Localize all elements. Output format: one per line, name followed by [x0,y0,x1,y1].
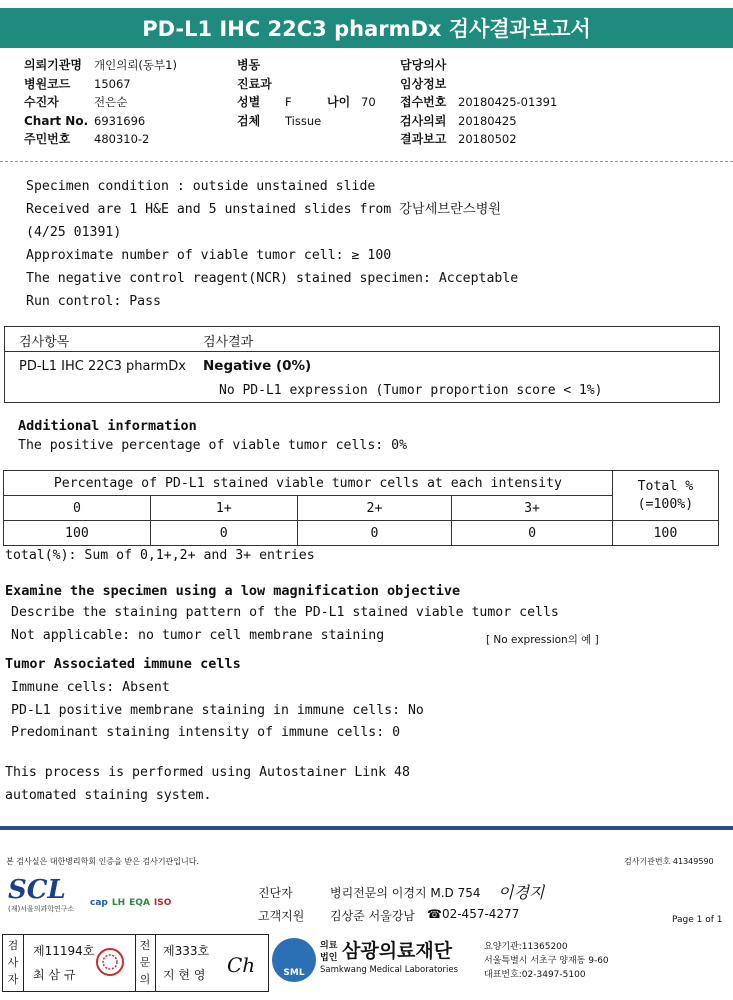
header-label: 담당의사 [400,58,447,72]
stamp-divider [23,935,24,991]
doctor-signature: Ch [227,953,256,977]
tester-number: 제11194호 [33,944,95,958]
result-col-result: 검사결과 [203,335,254,350]
phone-icon: ☎ [427,907,442,921]
immune-line: Predominant staining intensity of immune cells: 0 [11,725,401,740]
org-name: 삼광의료재단 [342,940,453,962]
header-row [400,112,557,131]
intensity-table [3,470,719,546]
header-col3 [400,56,557,149]
header-label: 결과보고 [400,132,447,146]
header-row [24,75,177,94]
immune-line: Immune cells: Absent [11,680,170,695]
immune-heading: Tumor Associated immune cells [5,656,241,672]
header-row [400,93,557,112]
support-label: 고객지원 [258,909,305,923]
table-row [4,471,719,496]
specimen-line: Specimen condition : outside unstained slide [26,179,376,194]
examine-heading: Examine the specimen using a low magnification objective [5,583,461,599]
scl-logo-text: SCL [8,875,66,905]
result-item: PD-L1 IHC 22C3 pharmDx [19,359,186,374]
process-block [5,761,410,807]
header-row [24,93,177,112]
specimen-block [26,175,518,313]
iso-badge: ISO [153,898,172,908]
age-value: 70 [361,95,376,109]
header-row [24,112,177,131]
examine-line2: Not applicable: no tumor cell membrane staining [11,628,385,643]
header-label: 접수번호 [400,95,447,109]
specimen-type-label: 검체 [237,113,261,128]
accreditation-badges [90,898,171,908]
phone-row [427,907,519,921]
specimen-row [237,112,397,131]
header-value: 전은순 [94,95,128,109]
org-prefix-2: 법인 [320,953,338,963]
header-value: 개인의뢰(동부1) [94,58,177,72]
eqa-badge: EQA [129,898,150,908]
tester-name: 최 삼 규 [33,968,76,982]
diag-label: 진단자 [258,886,293,900]
header-value: 20180502 [458,132,517,146]
examine-line1: Describe the staining pattern of the PD-L1 stained viable tumor cells [11,605,559,620]
sex-label: 성별 [237,95,261,109]
process-line: This process is performed using Autostainer Link 48 [5,765,410,780]
immune-line: PD-L1 positive membrane staining in immune cells: No [11,702,424,718]
table-row [4,496,719,521]
sex-value: F [285,95,292,109]
total-header-line1: Total % [637,478,694,494]
header-row [400,130,557,149]
seal-icon [95,947,125,977]
header-value: 20180425-01391 [458,95,558,109]
cap-badge: cap [90,898,108,908]
specimen-type-value: Tissue [285,113,322,128]
org-address: 서울특별시 서초구 양재동 9-60 [484,956,609,966]
header-row [400,75,557,94]
result-box [4,326,720,403]
header-label: 수진자 [24,95,59,109]
result-divider [5,351,719,352]
value-cell: 100 [4,521,151,546]
header-label: 주민번호 [24,132,71,146]
header-label: 검사의뢰 [400,113,447,128]
result-col-item: 검사항목 [19,335,70,350]
age-label: 나이 [327,95,351,109]
header-row [24,56,177,75]
sml-logo [272,938,316,982]
dept-label: 진료과 [237,76,272,91]
specimen-line: Run control: Pass [26,294,161,309]
table-footnote: total(%): Sum of 0,1+,2+ and 3+ entries [5,548,315,563]
header-row [24,130,177,149]
sml-logo-text: SML [283,968,305,978]
diag-value: 병리전문의 이경지 M.D 754 [330,886,481,900]
total-cell: 100 [612,521,718,546]
header-label: 임상정보 [400,76,447,91]
page-number: Page 1 of 1 [672,915,723,925]
scl-logo [8,876,88,914]
sex-age-row [237,93,397,112]
header-value: 20180425 [458,113,517,128]
stamp-box [2,934,269,992]
value-cell: 0 [297,521,452,546]
phone-number: 02-457-4277 [441,907,520,921]
scl-sub: (재)서울의과학연구소 [8,905,75,913]
specimen-line: (4/25 01391) [26,225,122,240]
additional-heading: Additional information [18,418,197,434]
cert-text: 본 검사실은 대한병리학회 인증을 받은 검사기관입니다. [6,857,199,866]
doctor-title: 전문의 [139,939,151,986]
org-tel: 대표번호:02-3497-5100 [484,970,586,980]
doctor-number: 제333호 [163,944,210,958]
level-cell: 1+ [150,496,297,521]
lh-badge: LH [111,898,126,908]
org-prefix [320,940,337,964]
intensity-header: Percentage of PD-L1 stained viable tumor cells at each intensity [4,471,613,496]
additional-text: The positive percentage of viable tumor cells: 0% [18,438,408,453]
header-divider [0,161,733,162]
level-cell: 0 [4,496,151,521]
header-label: 의뢰기관명 [24,58,82,72]
total-header [612,471,718,521]
table-row [4,521,719,546]
header-value: 480310-2 [94,132,150,146]
org-code: 요양기관:11365200 [484,942,568,952]
specimen-line: The negative control reagent(NCR) stained specimen: Acceptable [26,271,519,286]
header-col1 [24,56,177,149]
header-label: 병원코드 [24,76,71,91]
value-cell: 0 [452,521,613,546]
specimen-line: Approximate number of viable tumor cell: ≥ 100 [26,248,392,263]
result-note: No PD-L1 expression (Tumor proportion score < 1%) [219,383,603,398]
footer-rule [0,826,733,830]
org-english: Samkwang Medical Laboratories [320,965,459,975]
stamp-divider [135,935,136,991]
header-label: Chart No. [24,113,89,128]
header-col2 [237,56,397,130]
doctor-name: 지 현 영 [163,968,206,982]
result-value: Negative (0%) [203,358,312,374]
immune-block [11,677,424,745]
level-cell: 2+ [297,496,452,521]
specimen-line: Received are 1 H&E and 5 unstained slides from 강남세브란스병원 [26,202,502,217]
value-cell: 0 [150,521,297,546]
level-cell: 3+ [452,496,613,521]
header-row [400,56,557,75]
report-title: PD-L1 IHC 22C3 pharmDx 검사결과보고서 [0,8,733,48]
stamp-divider [155,935,156,991]
support-value: 김상준 서울강남 [330,909,415,923]
org-prefix-1: 의료 [320,941,338,951]
ward-label: 병동 [237,58,261,72]
header-value: 6931696 [94,113,146,128]
total-header-line2: (=100%) [637,496,694,512]
tester-title: 검사자 [7,939,19,986]
cert-number: 검사기관번호 41349590 [624,857,714,866]
examine-tag: [ No expression의 예 ] [486,634,599,646]
process-line: automated staining system. [5,788,212,803]
diag-signature: 이경지 [498,883,545,902]
header-value: 15067 [94,76,131,91]
org-info [484,940,609,982]
